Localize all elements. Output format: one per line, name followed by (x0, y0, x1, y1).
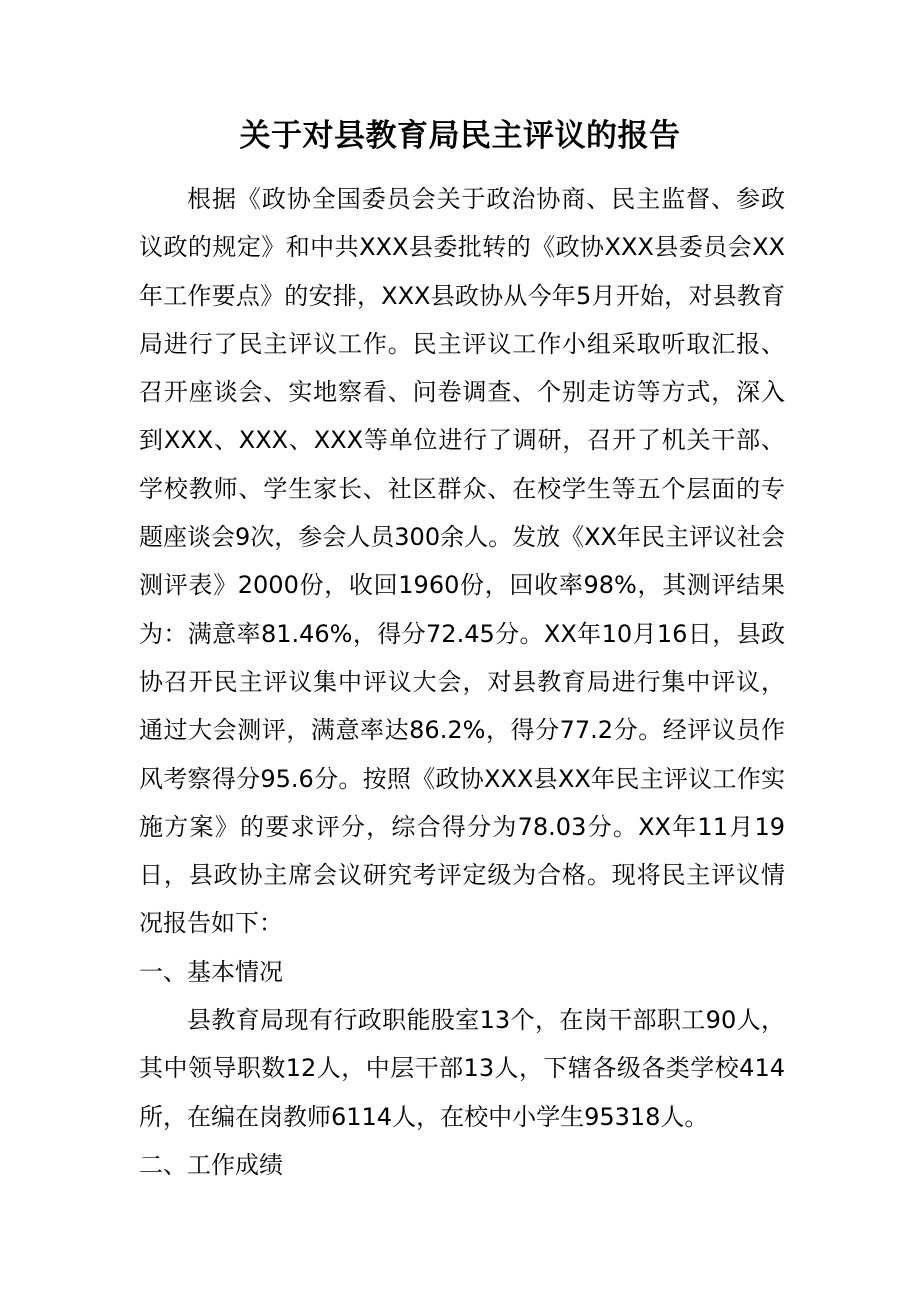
section-heading-achievements: 二、工作成绩 (139, 1150, 283, 1179)
document-body (139, 175, 785, 1189)
basic-situation-paragraph: 县教育局现有行政职能股室13个，在岗干部职工90人，其中领导职数12人，中层干部13人，下辖各级各类学校414所，在编在岗教师6114人，在校中小学生95318人。 (139, 1006, 785, 1131)
intro-paragraph: 根据《政协全国委员会关于政治协商、民主监督、参政议政的规定》和中共XXX县委批转的《政协XXX县委员会XX年工作要点》的安排，XXX县政协从今年5月开始，对县教育局进行了民主评议工作。民主评议工作小组采取听取汇报、召开座谈会、实地察看、问卷调查、个别走访等方式，深入到XXX、XXX、XXX等单位进行了调研，召开了机关干部、学校教师、学生家长、社区群众、在校学生等五个层面的专题座谈会9次，参会人员300余人。发放《XX年民主评议社会测评表》2000份，收回1960份，回收率98%，其测评结果为：满意率81.46%，得分72.45分。XX年10月16日，县政协召开民主评议集中评议大会，对县教育局进行集中评议，通过大会测评，满意率达86.2%，得分77.2分。经评议员作风考察得分95.6分。按照《政协XXX县XX年民主评议工作实施方案》的要求评分，综合得分为78.03分。XX年11月19日，县政协主席会议研究考评定级为合格。现将民主评议情况报告如下： (139, 185, 785, 938)
section-heading-basic: 一、基本情况 (139, 957, 283, 986)
document-title: 关于对县教育局民主评议的报告 (239, 118, 681, 154)
